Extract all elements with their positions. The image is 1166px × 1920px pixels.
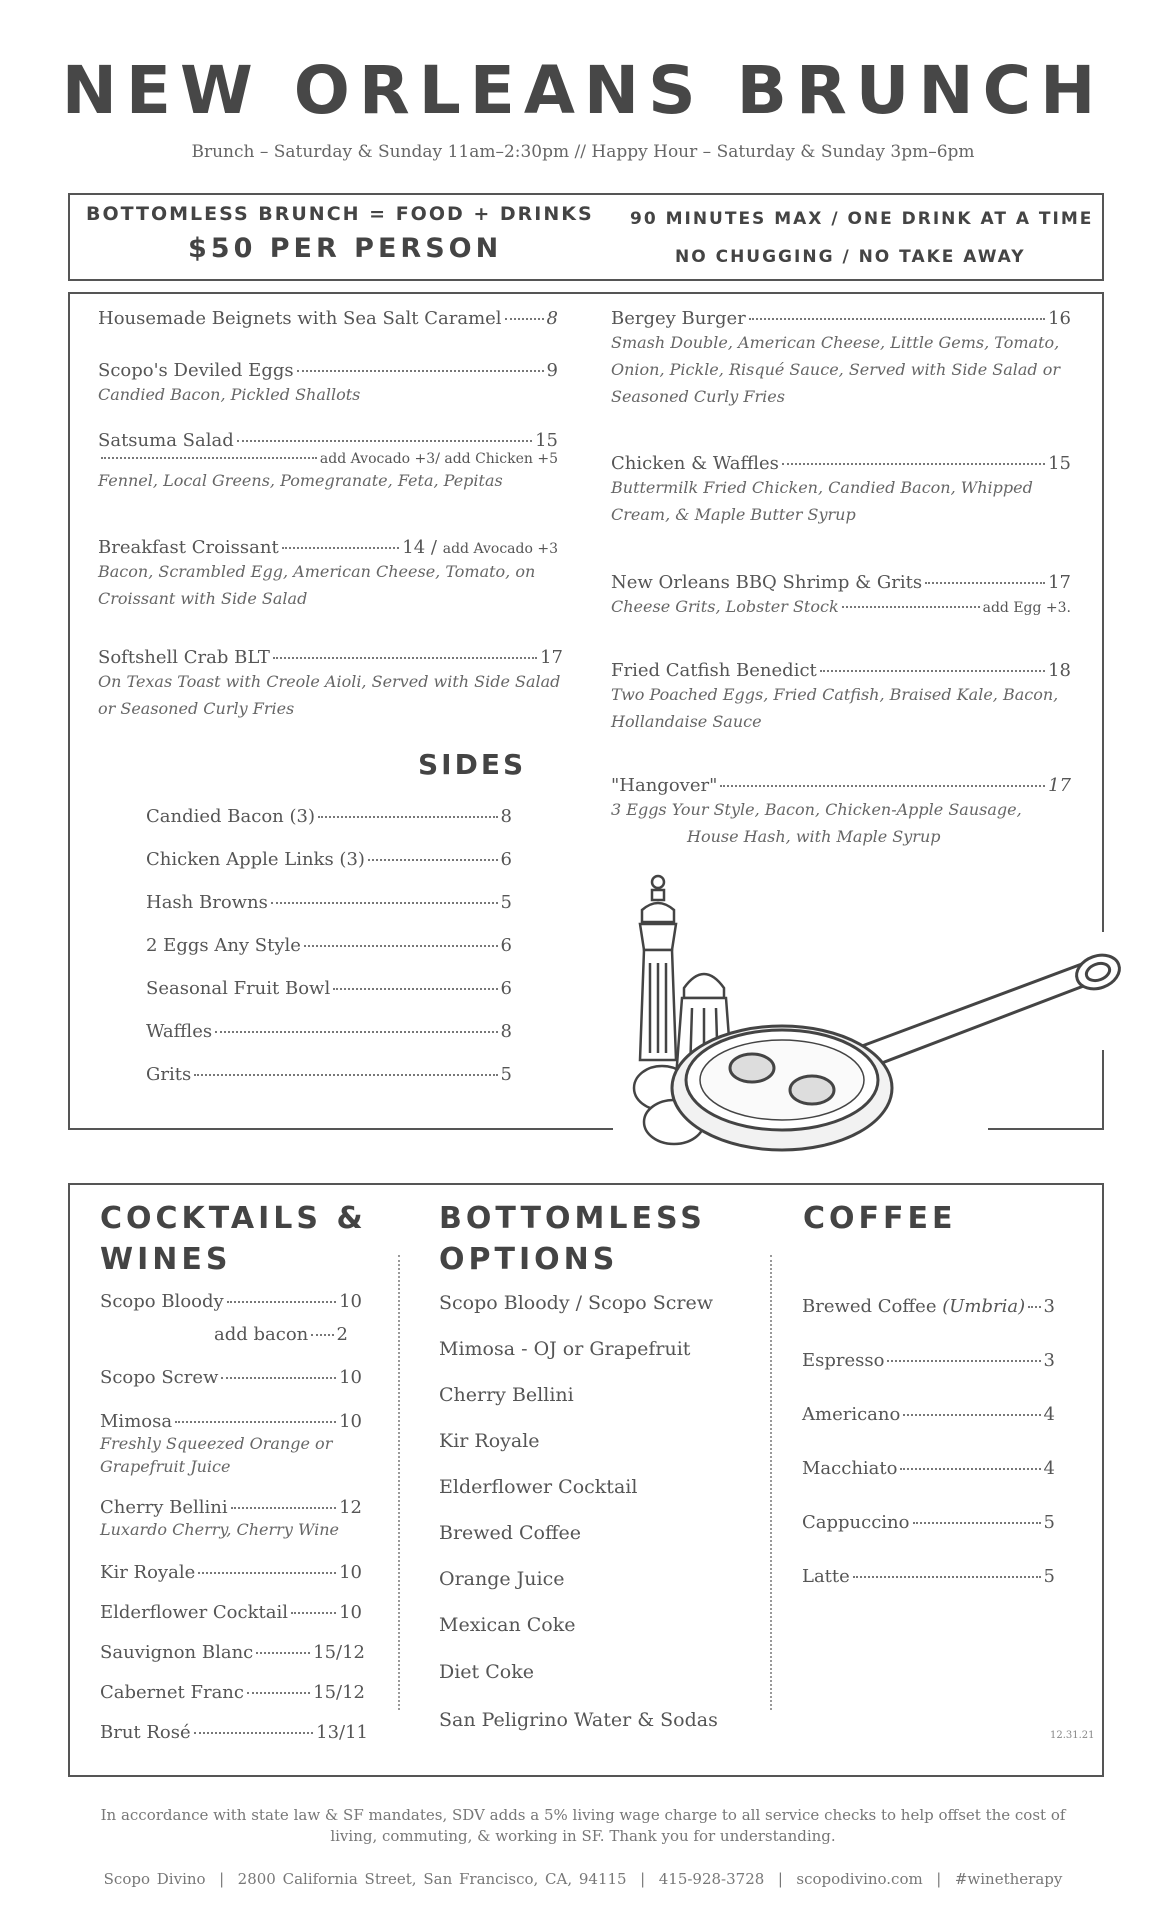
cocktail-item [100,1291,362,1312]
item-desc: Buttermilk Fried Chicken, Candied Bacon, Whipped Cream, & Maple Butter Syrup [611,478,1033,524]
item-price: 9 [546,360,558,381]
bottomless-option: San Peligrino Water & Sodas [439,1709,718,1731]
item-price: 17 [1048,572,1071,593]
item-name: "Hangover" [611,775,718,796]
cocktail-name: Elderflower Cocktail [100,1602,288,1623]
bottomless-option: Mimosa - OJ or Grapefruit [439,1338,691,1360]
side-price: 5 [500,1064,512,1085]
cocktail-item [100,1642,365,1663]
contact-line: Scopo Divino | 2800 California Street, San Francisco, CA, 94115 | 415-928-3728 | scopodivino.com | #winetherapy [103,1870,1063,1888]
bottomless-option: Elderflower Cocktail [439,1476,638,1498]
coffee-name: Americano [802,1404,901,1425]
side-item [146,849,512,870]
cocktail-price: 10 [339,1291,362,1312]
cocktail-price: 10 [339,1411,362,1432]
cocktail-item [100,1497,362,1541]
sides-heading: SIDES [418,748,527,781]
cocktails-heading-line1: COCKTAILS & [100,1201,367,1236]
coffee-price: 5 [1043,1566,1055,1587]
menu-date: 12.31.21 [1050,1730,1095,1741]
banner-rule2: NO CHUGGING / NO TAKE AWAY [675,247,1026,267]
food-box-bottom-left [68,1128,613,1130]
coffee-price: 5 [1043,1512,1055,1533]
menu-item-breakfast-croissant [98,537,558,612]
coffee-item [802,1404,1055,1425]
side-name: Seasonal Fruit Bowl [146,978,331,999]
cocktail-name: Scopo Bloody [100,1291,224,1312]
side-name: Grits [146,1064,192,1085]
menu-item-chicken-waffles [611,453,1071,528]
cocktail-price: 12 [339,1497,362,1518]
item-price: 18 [1048,660,1071,681]
item-price: 17 [540,647,563,668]
item-price: 17 [1048,775,1071,796]
column-divider [770,1255,772,1710]
side-price: 5 [500,892,512,913]
item-name: Bergey Burger [611,308,746,329]
menu-item-satsuma-salad [98,430,558,494]
column-divider [398,1255,400,1710]
cocktail-name: Scopo Screw [100,1367,219,1388]
skillet-icon [672,1026,892,1150]
cocktail-name: Mimosa [100,1411,173,1432]
item-desc: Bacon, Scrambled Egg, American Cheese, Tomato, on Croissant with Side Salad [98,562,536,608]
banner-price: $50 PER PERSON [188,233,503,264]
coffee-name: Brewed Coffee [802,1296,937,1317]
hours-line: Brunch – Saturday & Sunday 11am–2:30pm // Happy Hour – Saturday & Sunday 3pm–6pm [191,142,975,162]
coffee-name: Espresso [802,1350,885,1371]
cocktail-price: 10 [339,1367,362,1388]
side-name: Hash Browns [146,892,268,913]
side-item [146,892,512,913]
item-desc: Two Poached Eggs, Fried Catfish, Braised Kale, Bacon, Hollandaise Sauce [611,685,1059,731]
coffee-name: Latte [802,1566,850,1587]
side-item [146,978,512,999]
item-price: 14 / [402,537,437,558]
menu-item-bbq-shrimp [611,572,1071,620]
page-title: NEW ORLEANS BRUNCH [61,52,1105,129]
bottomless-heading-line1: BOTTOMLESS [439,1201,706,1236]
item-name: Softshell Crab BLT [98,647,270,668]
coffee-heading: COFFEE [803,1201,957,1236]
cocktail-price: 10 [339,1602,362,1623]
cocktail-item [100,1722,368,1743]
coffee-item [802,1458,1055,1479]
menu-item-softshell-crab [98,647,563,722]
side-item [146,1064,512,1085]
bottomless-option: Kir Royale [439,1430,540,1452]
menu-item-deviled-eggs [98,360,558,408]
cocktail-desc: Luxardo Cherry, Cherry Wine [100,1520,339,1539]
item-addon: add Avocado +3 [442,541,558,557]
living-wage-notice: In accordance with state law & SF mandates, SDV adds a 5% living wage charge to all service checks to help offset the cost of living, commuting, & working in SF. Thank you for understanding. [100,1806,1066,1845]
item-name: Scopo's Deviled Eggs [98,360,294,381]
item-desc: Fennel, Local Greens, Pomegranate, Feta, Pepitas [98,471,503,490]
cocktail-price: 13/11 [316,1722,368,1743]
side-price: 8 [500,806,512,827]
cocktail-name: Brut Rosé [100,1722,191,1743]
cocktail-item [100,1367,362,1388]
item-name: Housemade Beignets with Sea Salt Caramel [98,308,502,329]
menu-item-catfish-benedict [611,660,1071,735]
cocktail-price: 10 [339,1562,362,1583]
item-price: 16 [1048,308,1071,329]
cocktail-item [100,1562,362,1583]
side-price: 6 [500,849,512,870]
coffee-price: 4 [1043,1404,1055,1425]
coffee-price: 3 [1043,1350,1055,1371]
coffee-item [802,1350,1055,1371]
item-desc: 3 Eggs Your Style, Bacon, Chicken-Apple Sausage, [611,800,1022,819]
coffee-item [802,1566,1055,1587]
bottomless-option: Mexican Coke [439,1614,576,1636]
banner-line1: BOTTOMLESS BRUNCH = FOOD + DRINKS [86,203,594,225]
item-desc: Candied Bacon, Pickled Shallots [98,385,361,404]
menu-item-beignets [98,308,558,329]
cocktail-price: 15/12 [313,1682,365,1703]
item-name: Fried Catfish Benedict [611,660,817,681]
coffee-name: Cappuccino [802,1512,910,1533]
cocktail-item [100,1411,362,1478]
coffee-item [802,1296,1055,1317]
menu-item-hangover [611,775,1071,850]
side-name: Waffles [146,1021,213,1042]
food-box-right-border [1102,292,1104,932]
cocktail-item [100,1602,362,1623]
item-desc: On Texas Toast with Creole Aioli, Served with Side Salad or Seasoned Curly Fries [98,672,561,718]
bottomless-option: Cherry Bellini [439,1384,574,1406]
menu-item-bergey-burger [611,308,1071,410]
side-item [146,935,512,956]
cocktail-name: Cabernet Franc [100,1682,244,1703]
side-item [146,1021,512,1042]
item-name: Chicken & Waffles [611,453,779,474]
item-addon: add Avocado +3/ add Chicken +5 [319,451,558,467]
coffee-name: Macchiato [802,1458,898,1479]
bottomless-option: Orange Juice [439,1568,565,1590]
item-desc: Smash Double, American Cheese, Little Gems, Tomato, Onion, Pickle, Risqué Sauce, Served with Side Salad or Seasoned Curly Fries [611,333,1061,406]
cocktail-item [100,1682,365,1703]
item-price: 15 [535,430,558,451]
item-desc: Cheese Grits, Lobster Stock [611,597,839,616]
cocktail-name: Sauvignon Blanc [100,1642,254,1663]
cocktail-addon [214,1324,348,1345]
side-price: 6 [500,935,512,956]
item-price: 15 [1048,453,1071,474]
cocktail-price: 2 [336,1324,348,1345]
pepper-mill-icon [640,876,676,1060]
item-name: Breakfast Croissant [98,537,279,558]
coffee-item [802,1512,1055,1533]
banner-rule1: 90 MINUTES MAX / ONE DRINK AT A TIME [630,209,1094,229]
coffee-note: (Umbria) [942,1296,1026,1317]
side-name: Candied Bacon (3) [146,806,315,827]
cocktail-name: Cherry Bellini [100,1497,228,1518]
bottomless-banner [68,193,1104,281]
side-name: 2 Eggs Any Style [146,935,301,956]
cocktail-desc: Freshly Squeezed Orange or Grapefruit Juice [100,1434,333,1476]
bottomless-options-heading [439,1198,706,1280]
item-desc-cont: House Hash, with Maple Syrup [687,827,941,846]
side-price: 8 [500,1021,512,1042]
skillet-handle-icon [862,949,1124,1066]
cocktail-name: Kir Royale [100,1562,196,1583]
side-name: Chicken Apple Links (3) [146,849,365,870]
cocktails-heading-line2: WINES [100,1242,232,1277]
bottomless-heading-line2: OPTIONS [439,1242,619,1277]
coffee-price: 3 [1043,1296,1055,1317]
item-price: 8 [546,308,558,329]
item-name: New Orleans BBQ Shrimp & Grits [611,572,923,593]
side-price: 6 [500,978,512,999]
item-addon: add Egg +3. [982,600,1071,616]
coffee-price: 4 [1043,1458,1055,1479]
cocktail-name: add bacon [214,1324,309,1345]
bottomless-option: Diet Coke [439,1661,534,1683]
item-name: Satsuma Salad [98,430,234,451]
bottomless-option: Brewed Coffee [439,1522,581,1544]
cocktails-heading [100,1198,367,1280]
cocktail-price: 15/12 [313,1642,365,1663]
skillet-eggs-illustration-icon [612,868,1142,1168]
side-item [146,806,512,827]
bottomless-option: Scopo Bloody / Scopo Screw [439,1292,714,1314]
